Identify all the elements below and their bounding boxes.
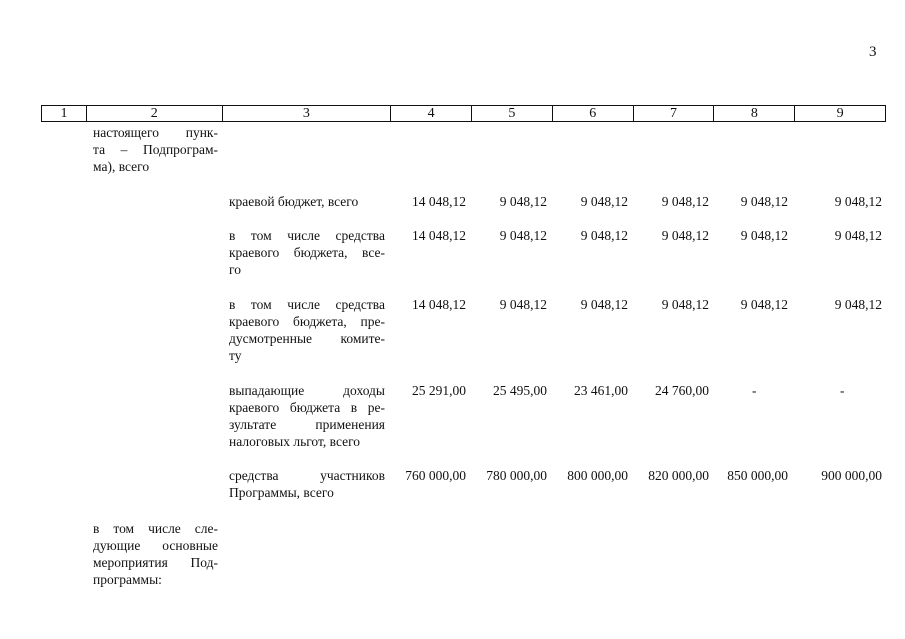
cell-col-7: 9 048,12: [661, 194, 709, 209]
cell-col-8: 9 048,12: [740, 228, 788, 243]
cell-col-5: 25 495,00: [493, 383, 547, 398]
header-col-7: 7: [634, 106, 715, 121]
cell-col-9: 9 048,12: [834, 194, 882, 209]
cell-col-9: -: [840, 383, 845, 398]
cell-col-6: 9 048,12: [580, 228, 628, 243]
cell-col-9: 9 048,12: [834, 228, 882, 243]
header-col-1: 1: [42, 106, 87, 121]
text-line: средства участников: [229, 468, 385, 483]
text-line: та – Подпрограм-: [93, 142, 218, 157]
row-description: [229, 296, 385, 364]
cell-col-4: 760 000,00: [405, 468, 466, 483]
cell-col-8: -: [752, 383, 757, 398]
text-line: налоговых льгот, всего: [229, 434, 361, 449]
header-col-2: 2: [87, 106, 223, 121]
subprogram-title-cell: [93, 124, 218, 175]
cell-col-6: 9 048,12: [580, 194, 628, 209]
text-line: краевого бюджета, все-: [229, 245, 385, 260]
text-line: Программы, всего: [229, 485, 334, 500]
header-col-6: 6: [553, 106, 634, 121]
cell-col-7: 820 000,00: [648, 468, 709, 483]
text-line: в том числе сле-: [93, 521, 218, 536]
text-line: краевого бюджета, пре-: [229, 314, 385, 329]
cell-col-8: 9 048,12: [740, 297, 788, 312]
header-col-8: 8: [714, 106, 795, 121]
cell-col-6: 800 000,00: [567, 468, 628, 483]
row-description: [229, 227, 385, 278]
cell-col-6: 23 461,00: [574, 383, 628, 398]
text-line: настоящего пунк-: [93, 125, 218, 140]
header-col-3: 3: [223, 106, 392, 121]
cell-col-4: 25 291,00: [412, 383, 466, 398]
text-line: ту: [229, 348, 242, 363]
cell-col-4: 14 048,12: [412, 228, 466, 243]
cell-col-8: 9 048,12: [740, 194, 788, 209]
cell-col-7: 9 048,12: [661, 297, 709, 312]
text-line: ма), всего: [93, 159, 150, 174]
subprogram-activities-cell: [93, 520, 218, 588]
header-col-5: 5: [472, 106, 553, 121]
text-line: дующие основные: [93, 538, 218, 553]
page-number: 3: [869, 44, 877, 60]
text-line: зультате применения: [229, 417, 385, 432]
row-description: [229, 467, 385, 501]
cell-col-8: 850 000,00: [727, 468, 788, 483]
row-description: [229, 382, 385, 450]
cell-col-4: 14 048,12: [412, 194, 466, 209]
cell-col-6: 9 048,12: [580, 297, 628, 312]
row-description: [229, 193, 385, 210]
cell-col-9: 9 048,12: [834, 297, 882, 312]
text-line: мероприятия Под-: [93, 555, 218, 570]
text-line: го: [229, 262, 241, 277]
table-header-row: [41, 105, 886, 122]
text-line: в том числе средства: [229, 297, 385, 312]
text-line: краевой бюджет, всего: [229, 194, 359, 209]
text-line: в том числе средства: [229, 228, 385, 243]
cell-col-7: 24 760,00: [655, 383, 709, 398]
cell-col-9: 900 000,00: [821, 468, 882, 483]
header-col-9: 9: [836, 106, 844, 121]
cell-col-5: 780 000,00: [486, 468, 547, 483]
cell-col-5: 9 048,12: [499, 297, 547, 312]
cell-col-5: 9 048,12: [499, 194, 547, 209]
cell-col-7: 9 048,12: [661, 228, 709, 243]
text-line: выпадающие доходы: [229, 383, 385, 398]
text-line: программы:: [93, 572, 162, 587]
cell-col-5: 9 048,12: [499, 228, 547, 243]
text-line: дусмотренные комите-: [229, 331, 385, 346]
header-col-4: 4: [391, 106, 472, 121]
text-line: краевого бюджета в ре-: [229, 400, 385, 415]
cell-col-4: 14 048,12: [412, 297, 466, 312]
